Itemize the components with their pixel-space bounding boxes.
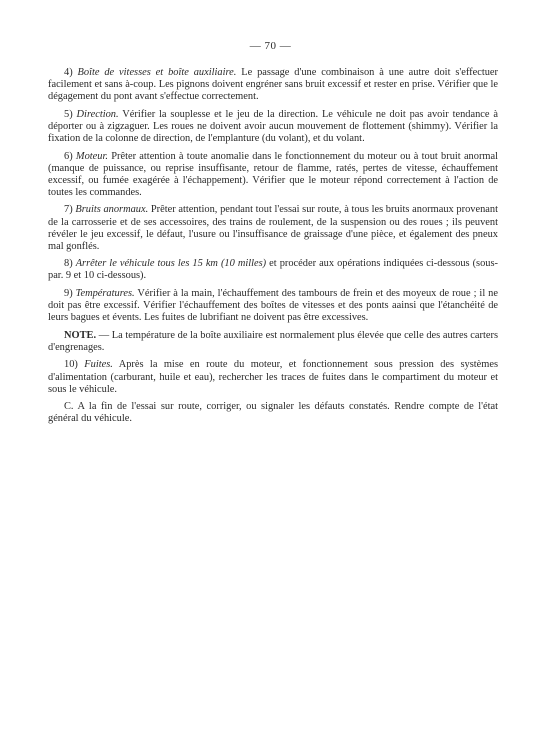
item-title: Arrêter le véhicule tous les 15 km (10 milles)	[75, 258, 267, 270]
paragraph-temperatures	[48, 288, 498, 324]
item-text: et procéder aux opérations indiquées ci-dessous (sous-par. 9 et 10 ci-dessous).	[48, 258, 498, 282]
paragraph-gearbox	[48, 67, 498, 103]
conclusion-text: C. A la fin de l'essai sur route, corriger, ou signaler les défauts constatés. Rendre compte de l'état général du véhicule.	[48, 401, 498, 425]
item-number: 6)	[64, 150, 76, 162]
item-title: Boîte de vitesses et boîte auxiliaire.	[77, 67, 237, 78]
item-title: Bruits anormaux.	[75, 204, 149, 216]
note-text: — La température de la boîte auxiliaire est normalement plus élevée que celle des autres carters d'engrenages.	[48, 329, 498, 353]
page-number: — 70 —	[249, 40, 292, 52]
note-heading: NOTE.	[64, 329, 97, 341]
paragraph-note	[48, 330, 498, 354]
item-text: Après la mise en route du moteur, et fonctionnement sous pression des systèmes d'alimentation (carburant, huile et eau), rechercher les traces de fuites dans le compartiment du moteur et sous le véhicule.	[48, 359, 499, 395]
paragraph-steering	[48, 109, 498, 145]
paragraph-conclusion	[48, 401, 498, 425]
paragraph-leaks	[48, 359, 498, 395]
item-title: Moteur.	[75, 150, 108, 162]
paragraph-engine	[48, 151, 498, 199]
item-number: 5)	[64, 108, 77, 120]
item-title: Direction.	[76, 108, 119, 120]
item-number: 9)	[64, 288, 76, 299]
item-number: 8)	[64, 258, 76, 270]
paragraph-abnormal-noises	[48, 204, 498, 252]
item-text: Le passage d'une combinaison à une autre doit s'effectuer facilement et sans à-coup. Les pignons doivent engréner sans bruit excessif et rester en prise. Vérifier que le dégagement du pont avant s'effectue correctement.	[48, 67, 498, 103]
item-number: 4)	[64, 67, 78, 78]
item-text: Vérifier à la main, l'échauffement des tambours de frein et des moyeux de roue ; il ne doit pas être excessif. Vérifier l'échauffement des boîtes de vitesses et des ponts aainsi que l'étanchéité de leurs bagues et évents. Les fuites de lubrifiant ne doivent pas être excessives.	[48, 288, 498, 324]
item-text: Prêter attention, pendant tout l'essai sur route, à tous les bruits anormaux provenant de la carrosserie et de ses accessoires, des trains de roulement, de la suspension ou des roues ; ils peuvent révéler le jeu excessif, le défaut, l'usure ou l'insuffisance de graissage d'une pièce, et également des pneux mal gonflés.	[48, 204, 498, 252]
page-body	[48, 67, 498, 425]
paragraph-stop-vehicle	[48, 258, 498, 282]
item-text: Prêter attention à toute anomalie dans le fonctionnement du moteur ou à tout bruit anormal (manque de puissance, ou reprise insuffisante, retour de flamme, ratés, pertes de vitesse, échauffement excessif, ou fumée exagérée à l'échappement). Vérifier que le moteur répond correctement à l'action de toutes les commandes.	[48, 150, 498, 198]
item-number: 10)	[64, 359, 85, 371]
item-number: 7)	[64, 204, 76, 216]
item-title: Fuites.	[84, 359, 113, 371]
item-title: Températures.	[75, 288, 135, 299]
item-text: Vérifier la souplesse et le jeu de la direction. Le véhicule ne doit pas avoir tendance à déporter ou à zigzaguer. Les roues ne doivent avoir aucun mouvement de flottement (shimmy). Vérifier la fixation de la colonne de direction, de l'emplanture (du volant), et du volant.	[48, 108, 498, 144]
